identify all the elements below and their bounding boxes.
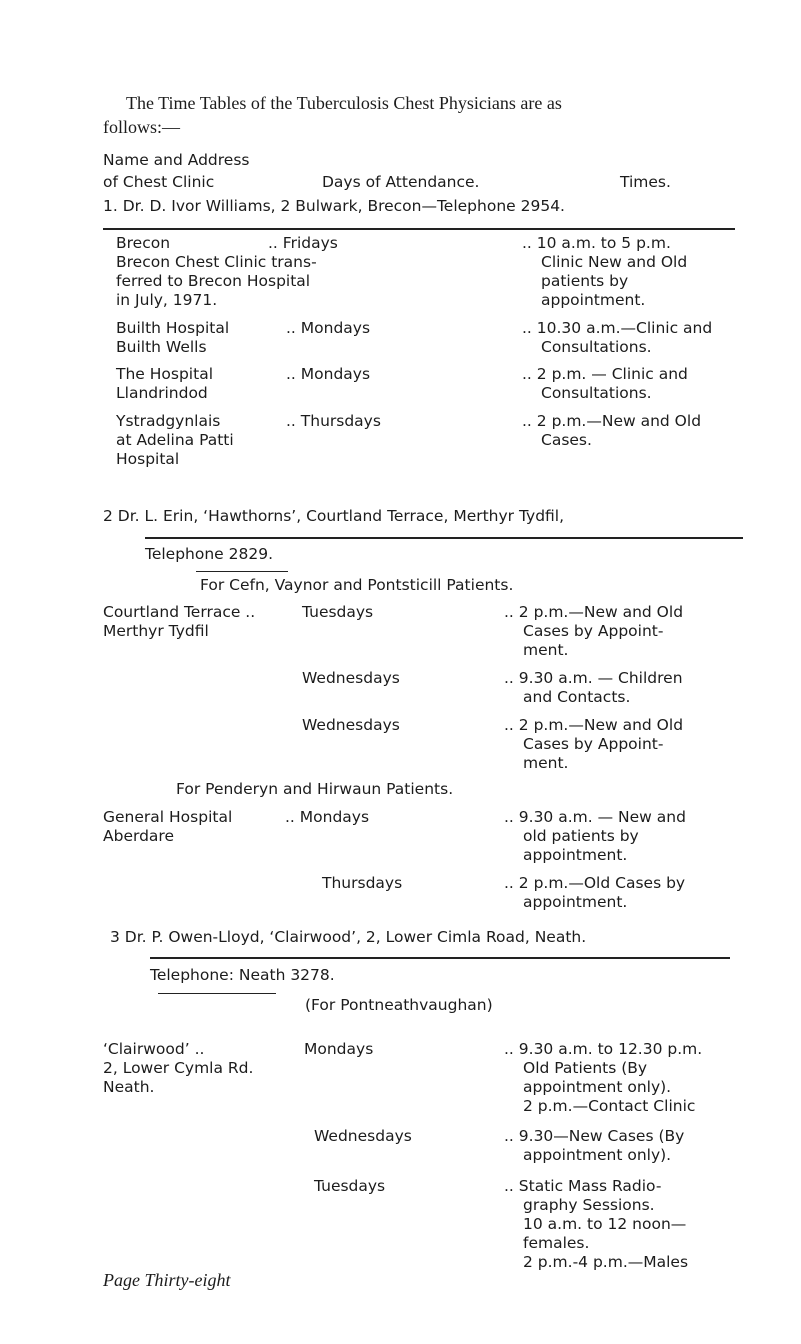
time-line: graphy Sessions. [523,1196,655,1214]
day: Mondays [304,1040,374,1058]
place-line: The Hospital [116,365,213,383]
time-line: .. 2 p.m. — Clinic and [522,365,688,383]
time-line: 2 p.m.-4 p.m.—Males [523,1253,689,1271]
doctor-3-group-title: (For Pontneathvaughan) [305,996,493,1014]
time-line: appointment only). [523,1146,672,1164]
time-line: .. 9.30—New Cases (By [504,1127,685,1145]
place-line: Aberdare [103,827,174,845]
header-clinic: of Chest Clinic [103,173,215,191]
time-line: .. 10 a.m. to 5 p.m. [522,234,671,252]
time-line: .. 2 p.m.—New and Old [504,603,684,621]
time-line: 10 a.m. to 12 noon— [523,1215,687,1233]
place-line: Courtland Terrace .. [103,603,256,621]
place-line: Hospital [116,450,180,468]
day: .. Thursdays [286,412,381,430]
time-line: Consultations. [541,338,652,356]
time-line: appointment only). [523,1078,672,1096]
time-line: .. 10.30 a.m.—Clinic and [522,319,713,337]
day: Wednesdays [302,716,400,734]
day: Tuesdays [314,1177,386,1195]
place-line: Builth Wells [116,338,207,356]
divider [158,993,276,994]
place-line: Ystradgynlais [116,412,221,430]
day: Wednesdays [314,1127,412,1145]
time-line: .. 2 p.m.—New and Old [504,716,684,734]
place-line: Llandrindod [116,384,208,402]
time-line: Cases by Appoint- [523,622,664,640]
doctor-2-heading: 2 Dr. L. Erin, ‘Hawthorns’, Courtland Terrace, Merthyr Tydfil, [103,507,565,525]
time-line: .. 2 p.m.—Old Cases by [504,874,686,892]
day: .. Mondays [286,319,371,337]
time-line: .. 9.30 a.m. — New and [504,808,686,826]
time-line: .. Static Mass Radio- [504,1177,662,1195]
place-line: General Hospital [103,808,233,826]
doctor-2-telephone: Telephone 2829. [145,545,274,563]
time-line: old patients by [523,827,639,845]
place-line: 2, Lower Cymla Rd. [103,1059,254,1077]
day: Tuesdays [302,603,374,621]
doctor-2-group-1-title: For Cefn, Vaynor and Pontsticill Patients. [200,576,514,594]
place-line: Builth Hospital [116,319,230,337]
place-line: in July, 1971. [116,291,218,309]
time-line: 2 p.m.—Contact Clinic [523,1097,696,1115]
time-line: Old Patients (By [523,1059,648,1077]
time-line: appointment. [523,893,628,911]
doctor-3-heading: 3 Dr. P. Owen-Lloyd, ‘Clairwood’, 2, Lower Cimla Road, Neath. [110,928,587,946]
time-line: appointment. [541,291,646,309]
time-line: ment. [523,641,569,659]
place-line: Merthyr Tydfil [103,622,209,640]
time-line: .. 2 p.m.—New and Old [522,412,702,430]
time-line: Consultations. [541,384,652,402]
divider [103,228,735,230]
divider [150,957,730,959]
time-line: appointment. [523,846,628,864]
place-line: Brecon Chest Clinic trans- [116,253,317,271]
time-line: .. 9.30 a.m. to 12.30 p.m. [504,1040,703,1058]
intro-line-2: follows:— [103,117,181,137]
time-line: patients by [541,272,629,290]
day: Thursdays [322,874,403,892]
time-line: Clinic New and Old [541,253,688,271]
day: .. Mondays [285,808,370,826]
divider [196,571,288,572]
day: .. Mondays [286,365,371,383]
divider [145,537,743,539]
header-name-address: Name and Address [103,151,250,169]
time-line: Cases. [541,431,592,449]
header-days: Days of Attendance. [322,173,480,191]
doctor-3-telephone: Telephone: Neath 3278. [150,966,335,984]
time-line: ment. [523,754,569,772]
doctor-1-heading: 1. Dr. D. Ivor Williams, 2 Bulwark, Brecon—Telephone 2954. [103,197,565,215]
time-line: .. 9.30 a.m. — Children [504,669,683,687]
place-line: Brecon [116,234,171,252]
header-times: Times. [620,173,671,191]
time-line: females. [523,1234,590,1252]
place-line: ‘Clairwood’ .. [103,1040,205,1058]
time-line: Cases by Appoint- [523,735,664,753]
place-line: ferred to Brecon Hospital [116,272,311,290]
page-number: Page Thirty-eight [103,1270,231,1290]
doctor-2-group-2-title: For Penderyn and Hirwaun Patients. [176,780,454,798]
time-line: and Contacts. [523,688,631,706]
place-line: at Adelina Patti [116,431,234,449]
intro-line-1: The Time Tables of the Tuberculosis Chest Physicians are as [126,93,562,113]
day: Wednesdays [302,669,400,687]
place-line: Neath. [103,1078,155,1096]
day: .. Fridays [268,234,338,252]
